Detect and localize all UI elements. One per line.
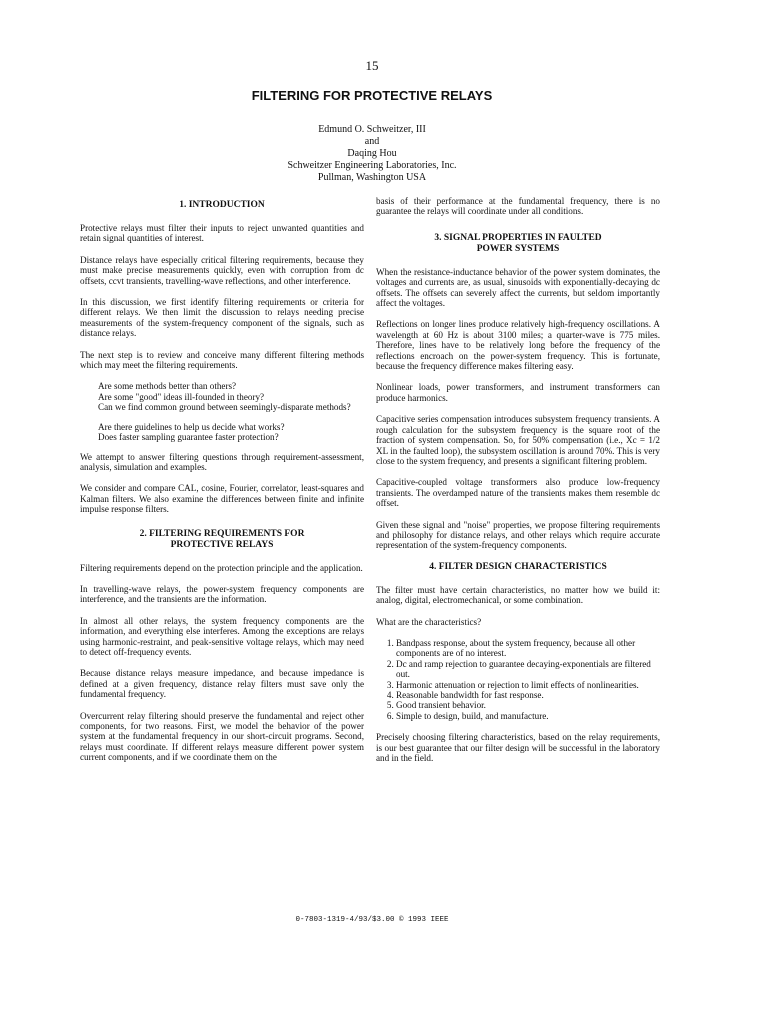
- paragraph: Capacitive-coupled voltage transformers also produce low-frequency transients. The overdamped nature of the transients makes them resemble dc offset.: [376, 477, 660, 509]
- heading-line: 2. FILTERING REQUIREMENTS FOR: [139, 528, 305, 539]
- question: Are some methods better than others?: [98, 381, 237, 392]
- section-1-heading: 1. INTRODUCTION: [179, 200, 265, 210]
- list-item: 6. Simple to design, build, and manufacture.: [396, 711, 660, 721]
- author-2: Daqing Hou: [347, 148, 397, 159]
- paragraph: Precisely choosing filtering characteristics, based on the relay requirements, is our best guarantee that our filter design will be successful in the laboratory and in the field.: [376, 732, 660, 764]
- question: Can we find common ground between seemingly-disparate methods?: [98, 402, 351, 413]
- affiliation: Schweitzer Engineering Laboratories, Inc.: [287, 160, 457, 171]
- paragraph: Nonlinear loads, power transformers, and instrument transformers can produce harmonics.: [376, 382, 660, 403]
- heading-line: PROTECTIVE RELAYS: [170, 539, 274, 550]
- paper-title: FILTERING FOR PROTECTIVE RELAYS: [251, 88, 493, 103]
- list-item: 3. Harmonic attenuation or rejection to limit effects of nonlinearities.: [396, 680, 660, 690]
- question-group: [98, 381, 364, 412]
- paragraph: In this discussion, we first identify filtering requirements or criteria for different relays. We then limit the discussion to relays needing precise measurements of the system-frequency component of the signals, such as distance relays.: [80, 297, 364, 339]
- list-item: 4. Reasonable bandwidth for fast response.: [396, 690, 660, 700]
- paragraph: Filtering requirements depend on the protection principle and the application.: [80, 562, 363, 573]
- question: Are some "good" ideas ill-founded in theory?: [98, 391, 265, 402]
- page-number: 15: [365, 58, 379, 73]
- list-item: 2. Dc and ramp rejection to guarantee decaying-exponentials are filtered out.: [396, 659, 660, 680]
- copyright-footer: 0-7803-1319-4/93/$3.00 © 1993 IEEE: [295, 916, 449, 924]
- list-item: 5. Good transient behavior.: [396, 700, 660, 710]
- section-3-heading: [376, 233, 660, 255]
- right-column: [376, 196, 660, 774]
- paragraph: When the resistance-inductance behavior of the power system dominates, the voltages and currents are, as usual, sinusoids with exponentially-decaying dc offsets. The offsets can severely affect the currents, but seldom importantly affect the voltages.: [376, 266, 660, 309]
- paragraph: Capacitive series compensation introduces subsystem frequency transients. A rough calculation for the subsystem frequency is the square root of the fraction of system compensation. So, for 50% compensation (i.e., Xc = 1/2 XL in the faulted loop), the subsystem oscillation is around 70%. This is very close to the system frequency, and presents a significant filtering problem.: [376, 414, 660, 466]
- characteristics-list: [376, 638, 660, 721]
- paragraph: Reflections on longer lines produce relatively high-frequency oscillations. A wavelength at 60 Hz is about 3100 miles; a quarter-wave is 775 miles. Therefore, lines have to be relatively long before the frequency of the reflections encroach on the power-system frequency. This is fortunate, because the frequency difference makes filtering easy.: [376, 319, 660, 372]
- paragraph: In travelling-wave relays, the power-system frequency components are interference, and the transients are the information.: [80, 583, 364, 605]
- paragraph: The filter must have certain characteristics, no matter how we build it: analog, digital, electromechanical, or some combination.: [376, 584, 660, 606]
- author-1: Edmund O. Schweitzer, III: [318, 124, 426, 135]
- paragraph: Distance relays have especially critical filtering requirements, because they must make precise measurements quickly, even with corruption from dc offsets, ccvt transients, travelling-wave reflections, and other interference.: [80, 254, 364, 286]
- paragraph: We consider and compare CAL, cosine, Fourier, correlator, least-squares and Kalman filters. We also examine the differences between finite and infinite impulse response filters.: [80, 483, 364, 515]
- paragraph: Given these signal and "noise" properties, we propose filtering requirements and philosophy for distance relays, and other relays which require accurate representation of the system-frequency components.: [376, 519, 660, 551]
- question: Are there guidelines to help us decide what works?: [98, 421, 285, 432]
- question-group: [98, 422, 364, 443]
- location: Pullman, Washington USA: [317, 172, 427, 183]
- paragraph: Because distance relays measure impedance, and because impedance is defined at a given frequency, distance relay filters must save only the fundamental frequency.: [80, 668, 364, 700]
- list-item: 1. Bandpass response, about the system frequency, because all other components are of no interest.: [396, 638, 660, 659]
- paragraph: The next step is to review and conceive many different filtering methods which may meet the filtering requirements.: [80, 349, 364, 371]
- paragraph: basis of their performance at the fundamental frequency, there is no guarantee the relays will coordinate under all conditions.: [376, 196, 660, 217]
- heading-line: 3. SIGNAL PROPERTIES IN FAULTED: [434, 232, 602, 243]
- paragraph: Protective relays must filter their inputs to reject unwanted quantities and retain signal quantities of interest.: [80, 223, 364, 244]
- author-conjunction: and: [364, 136, 380, 147]
- paragraph: What are the characteristics?: [376, 616, 482, 627]
- left-column: [80, 196, 364, 774]
- paragraph: We attempt to answer filtering questions through requirement-assessment, analysis, simulation and examples.: [80, 451, 364, 472]
- author-block: [0, 124, 744, 184]
- paragraph: In almost all other relays, the system frequency components are the information, and everything else interferes. Among the exceptions are relays using harmonic-restraint, and peak-sensitive voltage relays, which may need to detect off-frequency events.: [80, 615, 364, 657]
- paragraph: Overcurrent relay filtering should preserve the fundamental and reject other components, for two reasons. First, we model the behavior of the power system at the fundamental frequency in our short-circuit programs. Second, relays must coordinate. If different relays measure different power system current components, and if we coordinate them on the: [80, 710, 364, 763]
- heading-line: POWER SYSTEMS: [476, 243, 560, 254]
- section-4-heading: 4. FILTER DESIGN CHARACTERISTICS: [429, 561, 607, 572]
- section-2-heading: [80, 529, 364, 551]
- question: Does faster sampling guarantee faster protection?: [98, 432, 279, 443]
